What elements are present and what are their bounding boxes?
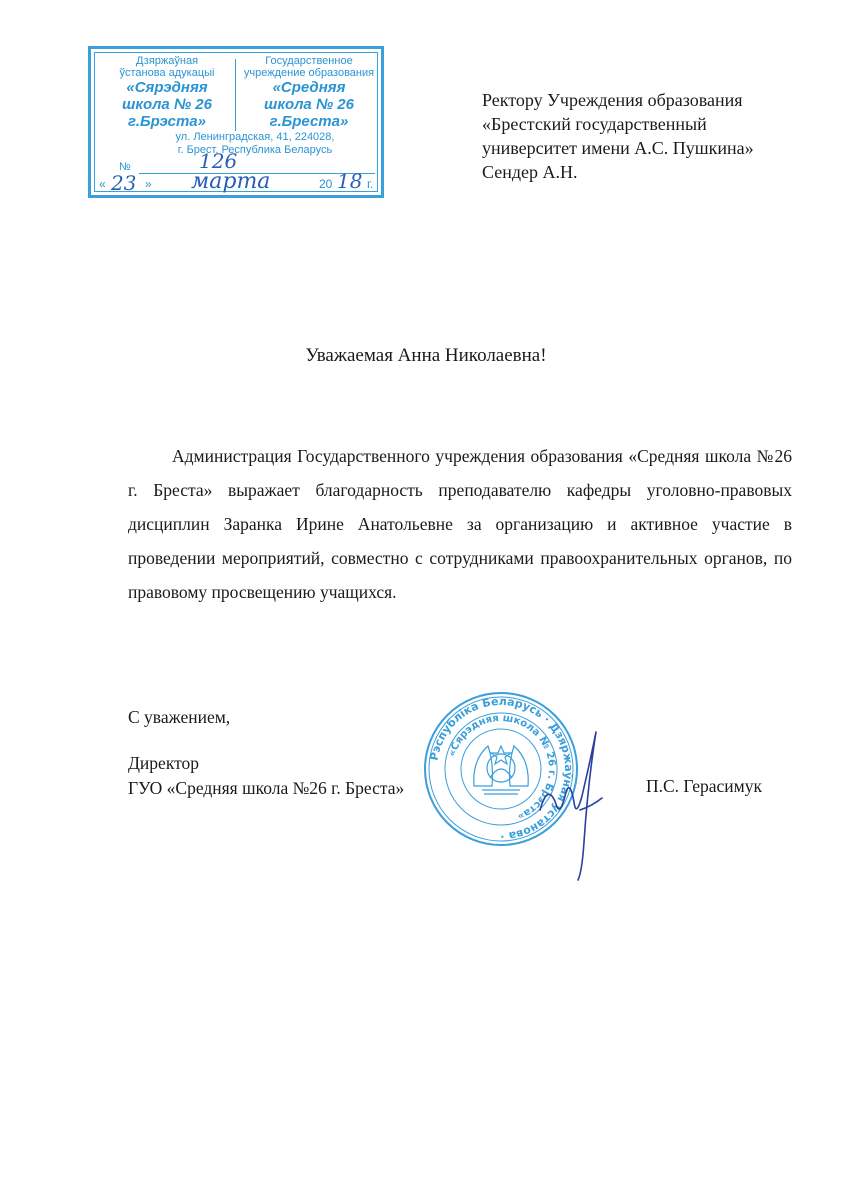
stamp-address-line2: г. Брест, Республика Беларусь — [177, 144, 333, 156]
stamp-quote-open: « — [99, 177, 106, 191]
addressee-block — [482, 88, 754, 184]
stamp-right-line2: учреждение образования — [243, 67, 375, 79]
addressee-line4: Сендер А.Н. — [482, 162, 578, 182]
stamp-day-handwritten: 23 — [111, 171, 137, 195]
stamp-number-label: № — [119, 161, 131, 173]
closing-regards: С уважением, — [128, 707, 231, 727]
letter-body: Администрация Государственного учреждения образования «Средняя школа №26 г. Бреста» выражает благодарность преподавателю кафедры уголовно-правовых дисциплин Заранка Ирине Анатольевне за организацию и активное участие в проведении мероприятий, совместно с сотрудниками правоохранительных органов, по правовому просвещению учащихся. — [128, 446, 792, 602]
stamp-left-line1: Дзяржаўная — [135, 55, 199, 67]
stamp-address — [131, 131, 379, 157]
addressee-line3: университет имени А.С. Пушкина» — [482, 138, 754, 158]
stamp-address-line1: ул. Ленинградская, 41, 224028, — [175, 131, 335, 143]
stamp-quote-close: » — [145, 177, 152, 191]
signatory-name: П.С. Герасимук — [646, 776, 762, 796]
signatory-title-line2: ГУО «Средняя школа №26 г. Бреста» — [128, 778, 405, 798]
stamp-month-handwritten: марта — [191, 169, 271, 194]
addressee-line1: Ректору Учреждения образования — [482, 90, 743, 110]
salutation: Уважаемая Анна Николаевна! — [305, 345, 547, 366]
stamp-russian-column — [239, 55, 379, 130]
stamp-left-name1: «Сярэдняя — [126, 79, 208, 96]
handwritten-signature-icon — [530, 722, 620, 882]
stamp-right-name3: г.Бреста» — [269, 113, 349, 130]
stamp-year-handwritten: 18 — [337, 169, 363, 193]
stamp-left-name3: г.Брэста» — [127, 113, 206, 130]
stamp-divider — [235, 59, 236, 131]
stamp-left-line2: ўстанова адукацыі — [119, 67, 215, 79]
stamp-right-name1: «Средняя — [272, 79, 346, 96]
registration-stamp — [88, 46, 384, 198]
seal-inner-text: «Сярэдняя школа № 26 г. Брэста» — [446, 712, 558, 822]
seal-outer-text: Рэспубліка Беларусь · Дзяржаўная ўстанова · — [427, 694, 576, 844]
stamp-year-unit: г. — [367, 177, 374, 191]
signatory-title — [128, 751, 404, 801]
stamp-right-name2: школа № 26 — [264, 96, 354, 113]
stamp-right-line1: Государственное — [265, 55, 353, 67]
stamp-belarusian-column — [97, 55, 237, 130]
stamp-left-name2: школа № 26 — [122, 96, 212, 113]
signatory-title-line1: Директор — [128, 753, 200, 773]
stamp-year-prefix: 20 — [319, 177, 333, 191]
addressee-line2: «Брестский государственный — [482, 114, 707, 134]
stamp-number-handwritten: 126 — [199, 149, 238, 173]
